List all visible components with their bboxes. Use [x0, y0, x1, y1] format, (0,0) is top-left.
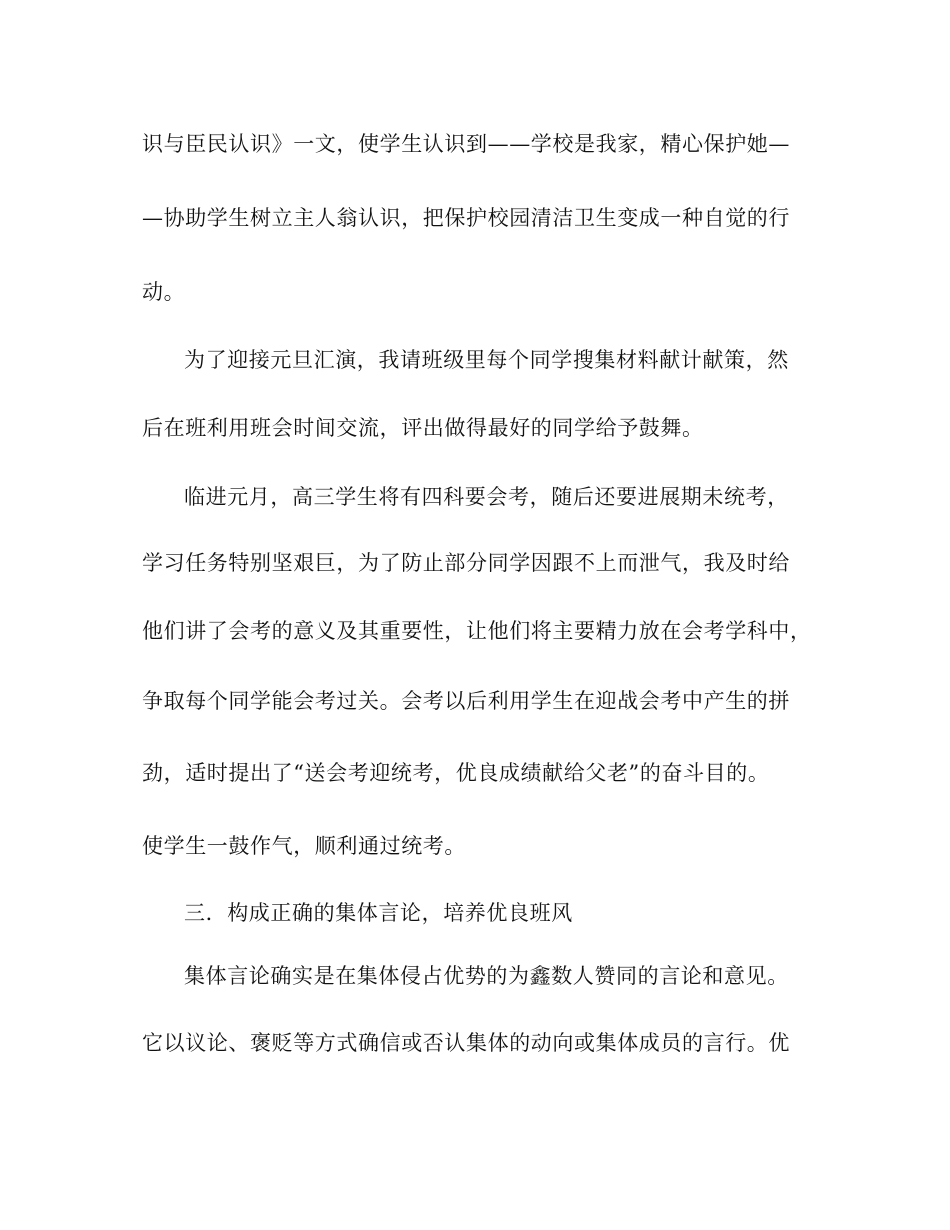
- text-line: 争取每个同学能会考过关。会考以后利用学生在迎战会考中产生的拼: [142, 689, 790, 713]
- text-line: 学习任务特别坚艰巨，为了防止部分同学因跟不上而泄气，我及时给: [142, 551, 790, 575]
- text-line: 它以议论、褒贬等方式确信或否认集体的动向或集体成员的言行。优: [142, 1031, 790, 1055]
- text-line: 使学生一鼓作气，顺利通过统考。: [142, 834, 466, 858]
- paragraph-start-line: 集体言论确实是在集体侵占优势的为鑫数人赞同的言论和意见。: [184, 964, 789, 988]
- paragraph-start-line: 临进元月，高三学生将有四科要会考，随后还要进展期未统考，: [184, 485, 789, 509]
- text-line: 动。: [142, 280, 186, 304]
- text-line: 他们讲了会考的意义及其重要性，让他们将主要精力放在会考学科中，: [142, 619, 812, 643]
- section-heading: 三．构成正确的集体言论，培养优良班风: [184, 901, 573, 925]
- text-line: 后在班利用班会时间交流，评出做得最好的同学给予鼓舞。: [142, 416, 704, 440]
- text-line: 识与臣民认识》一文，使学生认识到——学校是我家，精心保护她—: [142, 132, 790, 156]
- text-line: 劲，适时提出了“送会考迎统考，优良成绩献给父老”的奋斗目的。: [142, 761, 770, 785]
- text-line: —协助学生树立主人翁认识，把保护校园清洁卫生变成一种自觉的行: [142, 206, 790, 230]
- paragraph-start-line: 为了迎接元旦汇演，我请班级里每个同学搜集材料献计献策，然: [184, 348, 789, 372]
